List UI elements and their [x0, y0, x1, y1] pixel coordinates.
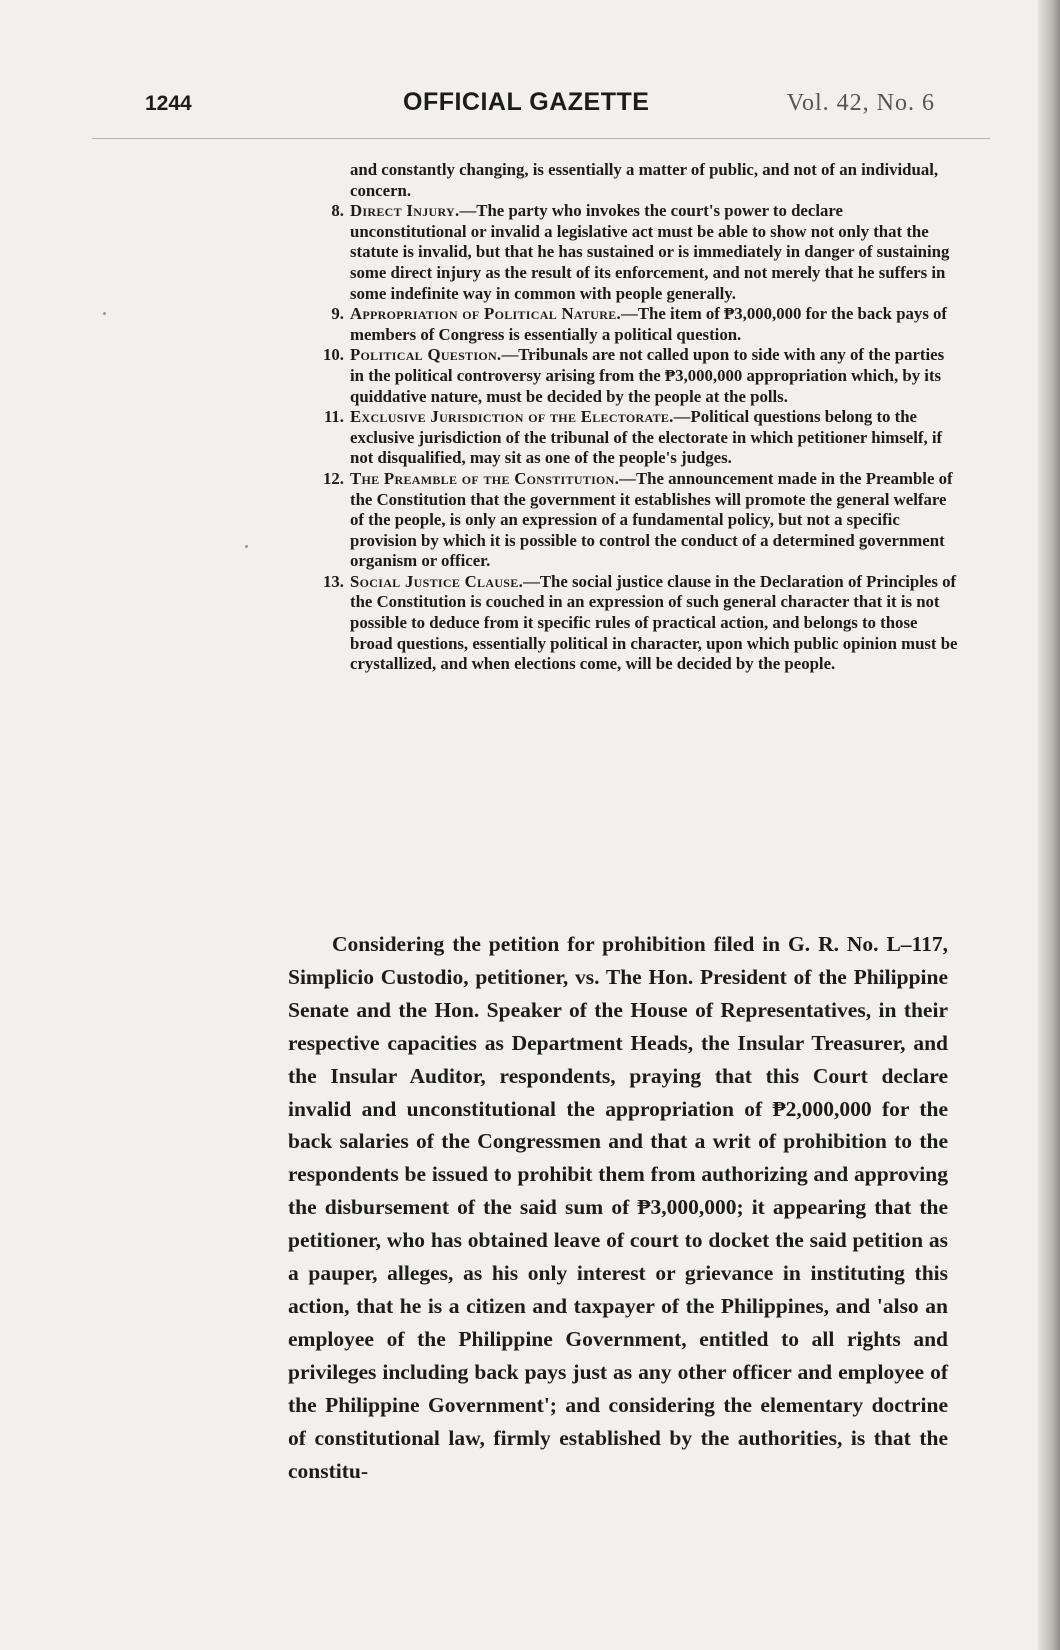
page-number: 1244	[145, 92, 192, 115]
syllabus-item	[288, 407, 958, 469]
syllabus-item-heading: Exclusive Jurisdiction of the Electorate.	[350, 407, 674, 427]
stray-mark	[103, 312, 106, 315]
syllabus-item-heading: The Preamble of the Constitution.	[350, 468, 620, 488]
syllabus-continuation: and constantly changing, is essentially a matter of public, and not of an individual, concern.	[350, 160, 939, 200]
syllabus-item-text: —Tribunals are not called upon to side with any of the parties in the political controversy arising from the ₱3,000,000 appropriation which, by its quiddative nature, must be decided by the people at the polls.	[350, 345, 945, 406]
syllabus-item-number: 10.	[323, 345, 344, 365]
syllabus-item-text: —The social justice clause in the Declaration of Principles of the Constitution is couched in an expression of such general character that it is not possible to deduce from it specific rules of practical action, and belongs to those broad questions, essentially political in character, upon which public opinion must be crystallized, and when elections come, will be decided by the people.	[350, 571, 958, 674]
publication-title: OFFICIAL GAZETTE	[403, 88, 650, 116]
stray-mark	[245, 545, 248, 548]
syllabus-item-number: 8.	[331, 201, 344, 221]
syllabus-item	[288, 345, 958, 407]
page-header	[145, 88, 935, 122]
syllabus-item-heading: Social Justice Clause.	[350, 571, 524, 591]
syllabus-item-heading: Direct Injury.	[350, 201, 460, 221]
syllabus-item-number: 12.	[323, 468, 344, 488]
syllabus-item-heading: Political Question.	[350, 345, 502, 365]
syllabus-item	[288, 304, 958, 345]
syllabus-item	[288, 572, 958, 675]
syllabus-item-text: —Political questions belong to the exclusive jurisdiction of the tribunal of the electorate in which petitioner himself, if not disqualified, may sit as one of the people's judges.	[350, 407, 943, 468]
syllabus-item-text: —The announcement made in the Preamble of the Constitution that the government it establishes will promote the general welfare of the people, is only an expression of a fundamental policy, but not a specific provision by which it is possible to control the conduct of a determined government organism or officer.	[350, 468, 953, 571]
syllabus-item	[288, 201, 958, 304]
syllabus-item-number: 13.	[323, 571, 344, 591]
syllabus-item-text: —The item of ₱3,000,000 for the back pays of members of Congress is essentially a political question.	[350, 304, 948, 344]
syllabus-item-heading: Appropriation of Political Nature.	[350, 304, 622, 324]
syllabus-item-number: 9.	[331, 304, 344, 324]
resolution-paragraph: Considering the petition for prohibition filed in G. R. No. L–117, Simplicio Custodio, petitioner, vs. The Hon. President of the Philippine Senate and the Hon. Speaker of the House of Representatives, in their respective capacities as Department Heads, the Insular Treasurer, and the Insular Auditor, respondents, praying that this Court declare invalid and unconstitutional the appropriation of ₱2,000,000 for the back salaries of the Congressmen and that a writ of prohibition to the respondents be issued to prohibit them from authorizing and approving the disbursement of the said sum of ₱3,000,000; it appearing that the petitioner, who has obtained leave of court to docket the said petition as a pauper, alleges, as his only interest or grievance in instituting this action, that he is a citizen and taxpayer of the Philippines, and 'also an employee of the Philippine Government, entitled to all rights and privileges including back pays just as any other officer and employee of the Philippine Government'; and considering the elementary doctrine of constitutional law, firmly established by the authorities, is that the constitu-	[288, 932, 948, 1483]
page-edge-shadow	[1038, 0, 1060, 1650]
syllabus-item-text: —The party who invokes the court's power to declare unconstitutional or invalid a legislative act must be able to show not only that the statute is invalid, but that he has sustained or is immediately in danger of sustaining some direct injury as the result of its enforcement, and not merely that he suffers in some indefinite way in common with people generally.	[350, 201, 950, 303]
syllabus-item-number: 11.	[323, 407, 344, 427]
syllabus	[288, 160, 958, 675]
header-rule	[92, 138, 990, 139]
volume-issue: Vol. 42, No. 6	[786, 90, 935, 116]
syllabus-item	[288, 469, 958, 572]
